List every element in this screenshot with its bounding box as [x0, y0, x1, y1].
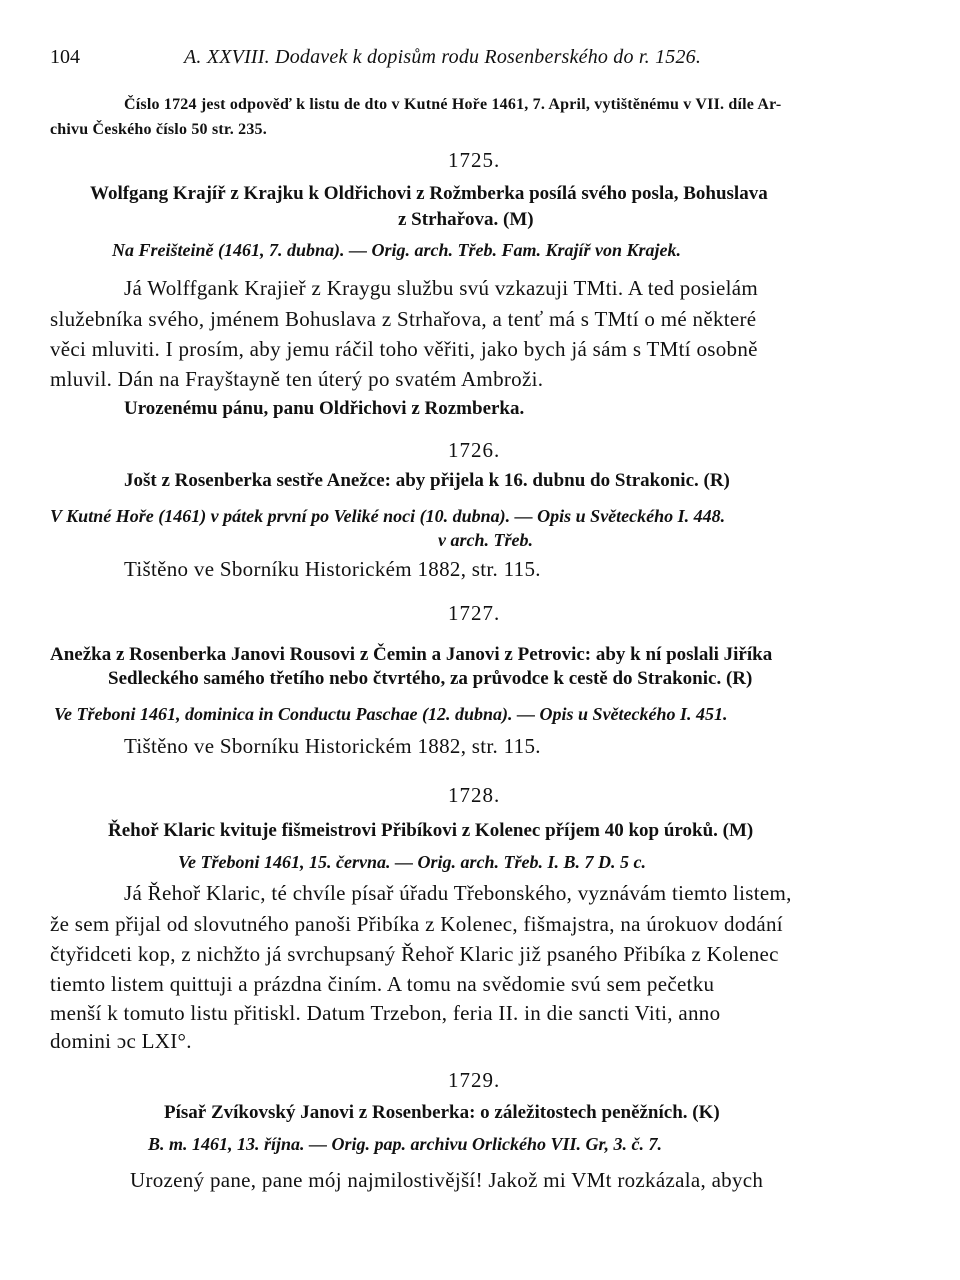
source-1728: Ve Třeboni 1461, 15. června. — Orig. arch. Třeb. I. B. 7 D. 5 c.	[178, 852, 646, 872]
running-header	[50, 46, 910, 76]
text-1728-line-5: menší k tomuto listu přitiskl. Datum Trzebon, feria II. in die sancti Viti, anno	[50, 1001, 721, 1025]
document-number-1729: 1729.	[448, 1068, 501, 1092]
editorial-note-line-1: Číslo 1724 jest odpověď k listu de dto v Kutné Hoře 1461, 7. April, vytištěnému v VII. díle Ar-	[124, 96, 782, 113]
text-1728-line-3: čtyřidceti kop, z nichžto já svrchupsaný Řehoř Klaric již psaného Přibíka z Kolenec	[50, 942, 779, 966]
text-1729-line-1: Urozený pane, pane mój najmilostivější! Jakož mi VMt rozkázala, abych	[130, 1168, 764, 1192]
printed-edition-1726: Tištěno ve Sborníku Historickém 1882, str. 115.	[124, 557, 541, 581]
regest-1729: Písař Zvíkovský Janovi z Rosenberka: o záležitostech peněžních. (K)	[164, 1102, 720, 1123]
document-number-1726: 1726.	[448, 438, 501, 462]
document-number-1725: 1725.	[448, 148, 501, 172]
address-1725: Urozenému pánu, panu Oldřichovi z Rozmberka.	[124, 398, 525, 419]
text-1725-line-1: Já Wolffgank Krajieř z Kraygu službu svú vzkazuji TMti. A ted posielám	[124, 276, 759, 300]
source-1725: Na Freišteině (1461, 7. dubna). — Orig. arch. Třeb. Fam. Krajíř von Krajek.	[112, 240, 682, 260]
document-number-1728: 1728.	[448, 783, 501, 807]
regest-1725-line-2: z Strhařova. (M)	[398, 209, 534, 230]
regest-1726: Jošt z Rosenberka sestře Anežce: aby přijela k 16. dubnu do Strakonic. (R)	[124, 470, 730, 491]
running-title: A. XXVIII. Dodavek k dopisům rodu Rosenberského do r. 1526.	[184, 46, 702, 68]
text-1728-line-6: domini ɔc LXI°.	[50, 1029, 192, 1053]
text-1725-line-3: věci mluviti. I prosím, aby jemu ráčil toho věřiti, jako bych já sám s TMtí osobně	[50, 337, 758, 361]
source-1726-line-1: V Kutné Hoře (1461) v pátek první po Veliké noci (10. dubna). — Opis u Světeckého I. 448.	[50, 506, 726, 526]
printed-edition-1727: Tištěno ve Sborníku Historickém 1882, str. 115.	[124, 734, 541, 758]
text-1728-line-2: že sem přijal od slovutného panoši Přibíka z Kolenec, fišmajstra, na úrokuov dodání	[50, 912, 783, 936]
text-1725-line-4: mluvil. Dán na Frayštayně ten úterý po svatém Ambroži.	[50, 367, 544, 391]
document-number-1727: 1727.	[448, 601, 501, 625]
regest-1727-line-2: Sedleckého samého třetího nebo čtvrtého, za průvodce k cestě do Strakonic. (R)	[108, 668, 753, 689]
source-1727: Ve Třeboni 1461, dominica in Conductu Paschae (12. dubna). — Opis u Světeckého I. 451.	[54, 704, 728, 724]
text-1728-line-1: Já Řehoř Klaric, té chvíle písař úřadu Třebonského, vyznávám tiemto listem,	[124, 881, 792, 905]
editorial-note-line-2: chivu Českého číslo 50 str. 235.	[50, 121, 267, 138]
source-1729: B. m. 1461, 13. října. — Orig. pap. archivu Orlického VII. Gr, 3. č. 7.	[148, 1134, 663, 1154]
source-1726-line-2: v arch. Třeb.	[438, 530, 533, 550]
regest-1727-line-1: Anežka z Rosenberka Janovi Rousovi z Čemin a Janovi z Petrovic: aby k ní poslali Jiříka	[50, 644, 773, 665]
regest-1728: Řehoř Klaric kvituje fišmeistrovi Přibíkovi z Kolenec příjem 40 kop úroků. (M)	[108, 820, 754, 841]
text-1725-line-2: služebníka svého, jménem Bohuslava z Strhařova, a tenť má s TMtí o mé některé	[50, 307, 757, 331]
page-number: 104	[50, 46, 80, 68]
text-1728-line-4: tiemto listem quittuji a prázdna činím. A tomu na svědomie svú sem pečetku	[50, 972, 715, 996]
regest-1725-line-1: Wolfgang Krajíř z Krajku k Oldřichovi z Rožmberka posílá svého posla, Bohuslava	[90, 183, 768, 204]
